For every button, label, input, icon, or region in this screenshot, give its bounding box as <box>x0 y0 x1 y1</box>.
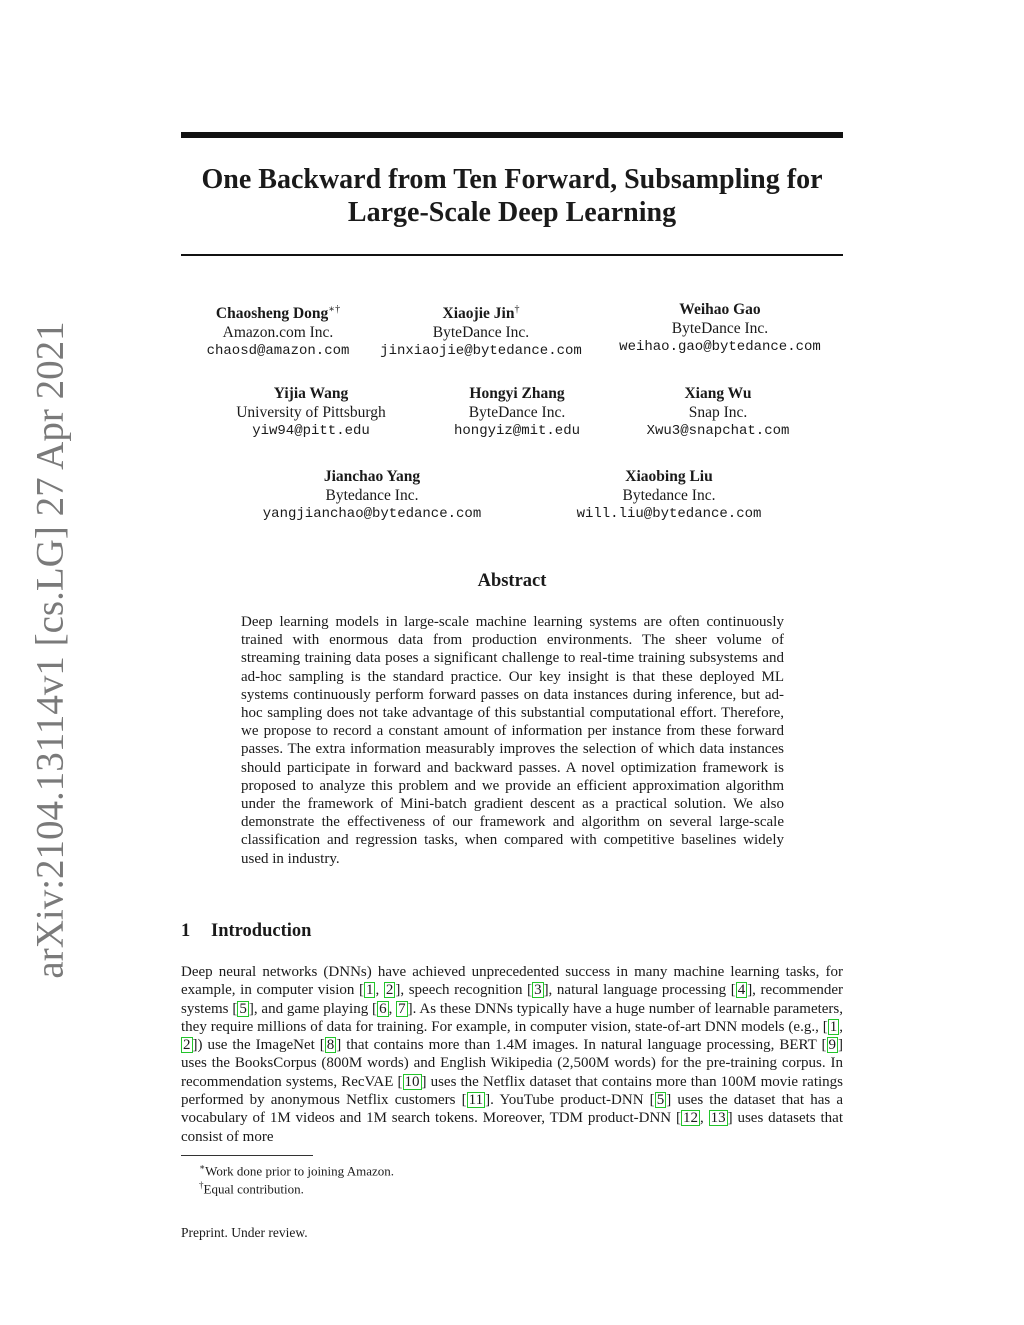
citation-link[interactable]: 9 <box>828 1037 836 1054</box>
introduction-text <box>181 963 843 1146</box>
intro-text-segment: , <box>388 1000 397 1017</box>
author-mark: ∗† <box>328 304 341 315</box>
author-affiliation: ByteDance Inc. <box>468 403 566 421</box>
intro-text-segment: , <box>375 982 384 999</box>
citation-link[interactable]: 3 <box>534 982 542 999</box>
citation-link[interactable]: 2 <box>183 1037 191 1054</box>
author-block <box>619 301 821 357</box>
abstract-heading: Abstract <box>477 571 547 591</box>
author-email: Xwu3@snapchat.com <box>646 423 790 439</box>
citation-link[interactable]: 4 <box>737 982 746 999</box>
intro-text-segment: Deep neural networks (DNNs) have achieved unprecedented success in many machine learning tasks, for example, in computer vision [ <box>181 964 843 999</box>
intro-text-segment: ], natural language processing [ <box>543 982 736 999</box>
intro-text-segment: ] uses the dataset that has a vocabulary of 1M videos and 1M search tokens. Moreover, TDM product-DNN [ <box>181 1092 844 1127</box>
section-heading-introduction <box>181 921 843 942</box>
author-block <box>207 301 350 361</box>
intro-text-segment: ], speech recognition [ <box>395 982 533 999</box>
citation-link[interactable]: 8 <box>326 1037 335 1054</box>
title-rule-bottom <box>181 254 843 256</box>
citation-link[interactable]: 1 <box>829 1018 838 1035</box>
author-block <box>454 385 580 441</box>
author-block <box>577 468 762 524</box>
footnote <box>199 1177 304 1197</box>
abstract-text: Deep learning models in large-scale machine learning systems are often continuously trained with enormous data from production environments. The sheer volume of streaming training data poses a significant challenge to real-time training subsystems and ad-hoc sampling is the standard practice. Our key insight is that these deployed ML systems continuously perform forward passes on data instances during inference, but ad-hoc sampling does not take advantage of this substantial computational effort. Therefore, we propose to record a constant amount of information per instance from these forward passes. The extra information measurably improves the selection of which data instances should participate in forward and backward passes. A novel optimization framework is proposed to analyze this problem and we provide an efficient approximation algorithm under the framework of Mini-batch gradient descent as a practical solution. We also demonstrate the effectiveness of our framework and algorithm on several large-scale classification and regression tasks, when compared with competitive baselines widely used in industry. <box>241 614 784 867</box>
author-block <box>263 468 481 524</box>
citation-link[interactable]: 10 <box>404 1073 420 1090</box>
section-number: 1 <box>181 921 191 941</box>
author-email: weihao.gao@bytedance.com <box>619 339 821 355</box>
author-affiliation: University of Pittsburgh <box>236 403 386 421</box>
intro-text-segment: , <box>699 1110 709 1127</box>
author-affiliation: ByteDance Inc. <box>432 323 530 341</box>
intro-text-segment: ] uses the BooksCorpus (800M words) and English Wikipedia (2,500M words) for the pre-training corpus. In recommendation systems, RecVAE [ <box>181 1037 843 1090</box>
citation-link[interactable]: 7 <box>398 1000 406 1017</box>
footnote-mark: ∗ <box>199 1162 206 1172</box>
citation-link[interactable]: 2 <box>385 982 394 999</box>
author-name: Jianchao Yang <box>323 468 421 485</box>
preprint-notice: Preprint. Under review. <box>181 1225 308 1240</box>
author-name: Xiang Wu <box>684 385 752 402</box>
author-email: jinxiaojie@bytedance.com <box>380 343 582 360</box>
paper-title <box>181 163 843 229</box>
author-affiliation: Bytedance Inc. <box>325 486 419 504</box>
author-email: yangjianchao@bytedance.com <box>262 506 482 522</box>
author-name: Xiaobing Liu <box>625 468 713 485</box>
arxiv-identifier: arXiv:2104.13114v1 [cs.LG] 27 Apr 2021 <box>28 321 72 979</box>
title-rule-top <box>181 132 843 138</box>
author-mark: † <box>514 304 520 315</box>
author-block <box>647 385 790 441</box>
author-affiliation: Amazon.com Inc. <box>222 323 334 341</box>
citation-link[interactable]: 5 <box>656 1092 665 1109</box>
intro-text-segment: ] uses the Netflix dataset that contains more than 100M movie ratings performed by anonymous Netflix customers [ <box>181 1073 843 1109</box>
intro-text-segment: ]) use the ImageNet [ <box>192 1037 325 1054</box>
author-name: Hongyi Zhang <box>469 385 565 402</box>
section-title: Introduction <box>211 921 312 941</box>
citation-link[interactable]: 11 <box>468 1092 484 1109</box>
author-affiliation: Bytedance Inc. <box>622 486 716 504</box>
intro-text-segment: ]. YouTube product-DNN [ <box>485 1092 655 1109</box>
intro-text-segment: ] that contains more than 1.4M images. In natural language processing, BERT [ <box>336 1037 827 1054</box>
intro-text-segment: ]. As these DNNs typically have a huge number of learnable parameters, they require millions of data for training. For example, in computer vision, state-of-art DNN models (e.g., [ <box>181 1000 844 1035</box>
author-email: yiw94@pitt.edu <box>252 423 370 439</box>
author-name: Weihao Gao <box>679 301 761 318</box>
author-block <box>380 301 582 361</box>
citation-link[interactable]: 5 <box>239 1000 247 1017</box>
footnote-rule <box>181 1155 313 1156</box>
citation-link[interactable]: 6 <box>379 1000 387 1017</box>
author-affiliation: Snap Inc. <box>688 403 748 421</box>
footnote-text: Work done prior to joining Amazon. <box>205 1163 394 1179</box>
author-email: hongyiz@mit.edu <box>453 423 581 439</box>
citation-link[interactable]: 13 <box>710 1110 726 1127</box>
intro-text-segment: ] uses datasets that consist of more <box>181 1110 843 1145</box>
author-email: chaosd@amazon.com <box>206 343 350 360</box>
footnote-text: Equal contribution. <box>203 1181 304 1197</box>
author-email: will.liu@bytedance.com <box>576 506 762 522</box>
title-line-2: Large-Scale Deep Learning <box>347 197 677 228</box>
citation-link[interactable]: 1 <box>365 982 374 999</box>
title-line-1: One Backward from Ten Forward, Subsampling for <box>201 164 823 195</box>
intro-text-segment: ], and game playing [ <box>248 1000 378 1017</box>
author-affiliation: ByteDance Inc. <box>671 319 769 337</box>
author-name: Chaosheng Dong <box>215 305 329 323</box>
author-name: Xiaojie Jin <box>442 305 515 323</box>
citation-link[interactable]: 12 <box>682 1110 698 1127</box>
footnote-mark: † <box>199 1180 204 1190</box>
author-name: Yijia Wang <box>273 385 349 402</box>
author-block <box>236 385 386 441</box>
intro-text-segment: , <box>839 1018 843 1035</box>
intro-text-segment: ], recommender systems [ <box>181 982 843 1017</box>
